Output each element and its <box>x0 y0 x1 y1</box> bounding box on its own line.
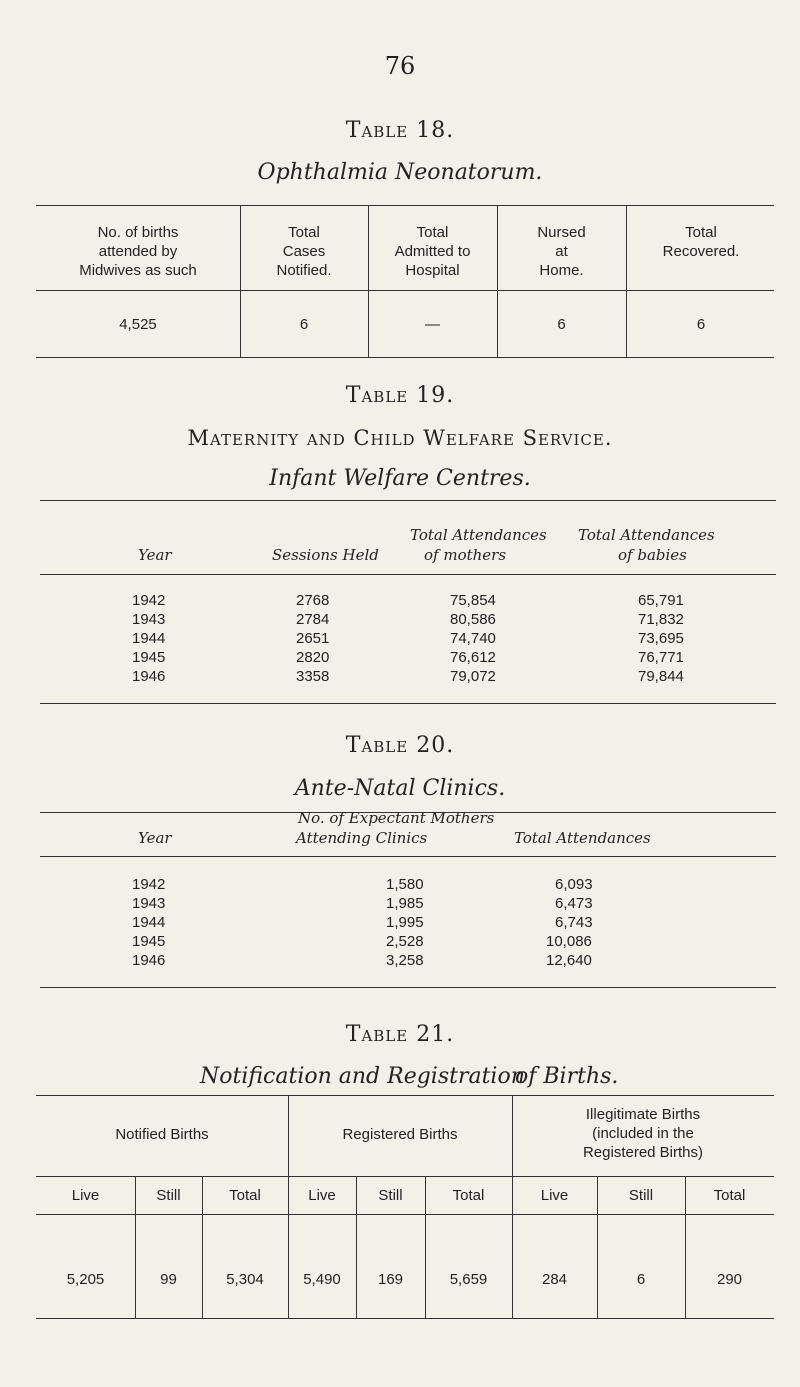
table19-header-babies-2: of babies <box>618 546 687 564</box>
table21-group-registered: Registered Births <box>342 1126 458 1143</box>
cell-year: 1943 <box>132 895 166 912</box>
table21-value: 5,304 <box>226 1271 264 1288</box>
cell-mothers: 76,612 <box>450 649 496 666</box>
cell-year: 1945 <box>132 649 166 666</box>
table19-header-rule <box>40 574 776 575</box>
cell-babies: 73,695 <box>638 630 684 647</box>
cell-mothers: 74,740 <box>450 630 496 647</box>
table21-subheader-live: Live <box>308 1187 336 1204</box>
cell-expectant: 2,528 <box>386 933 424 950</box>
cell-babies: 76,771 <box>638 649 684 666</box>
table18-subtitle: Ophthalmia Neonatorum. <box>257 160 543 185</box>
table21-subtitle-b: of Births. <box>515 1064 619 1089</box>
cell-expectant: 1,995 <box>386 914 424 931</box>
cell-sessions: 3358 <box>296 668 330 685</box>
table21-value: 5,205 <box>66 1271 105 1288</box>
header-line: Cases <box>282 243 326 260</box>
header-line: Admitted to <box>394 243 471 260</box>
table21-subheader-still: Still <box>378 1187 403 1204</box>
table18-value-hospital: — <box>425 316 440 333</box>
table21-subheader-live: Live <box>540 1187 569 1204</box>
table20-header-rule <box>40 856 776 857</box>
table18-title: Table 18. <box>345 118 455 143</box>
table20-header-year: Year <box>138 829 172 847</box>
header-line: Notified. <box>276 262 332 279</box>
cell-sessions: 2784 <box>296 611 330 628</box>
table18-header-recovered <box>626 223 776 261</box>
table19-title: Table 19. <box>345 383 455 408</box>
table21-subtitle-a: Notification and Registration <box>200 1064 525 1089</box>
cell-attendances: 6,473 <box>555 895 593 912</box>
header-line: Midwives as such <box>79 262 197 279</box>
cell-mothers: 79,072 <box>450 668 496 685</box>
cell-mothers: 75,854 <box>450 592 496 609</box>
table21-value: 6 <box>636 1271 646 1288</box>
table21-subheader-total: Total <box>229 1187 261 1204</box>
table21-value: 99 <box>160 1271 177 1288</box>
table21-header-rule <box>36 1214 774 1215</box>
table18-bottom-rule <box>36 357 774 358</box>
cell-sessions: 2651 <box>296 630 330 647</box>
header-line: Nursed <box>537 224 586 241</box>
table21-value: 5,490 <box>303 1271 341 1288</box>
cell-babies: 79,844 <box>638 668 684 685</box>
cell-year: 1945 <box>132 933 166 950</box>
cell-expectant: 3,258 <box>386 952 424 969</box>
table21-subheader-total: Total <box>713 1187 746 1204</box>
cell-attendances: 6,743 <box>555 914 593 931</box>
cell-babies: 71,832 <box>638 611 684 628</box>
table19-top-rule <box>40 500 776 501</box>
table18-top-rule <box>36 205 774 206</box>
table20-bottom-rule <box>40 987 776 988</box>
table20-header-attendances: Total Attendances <box>514 829 651 847</box>
cell-attendances: 10,086 <box>546 933 592 950</box>
cell-year: 1946 <box>132 952 166 969</box>
table18-value-births: 4,525 <box>119 316 157 333</box>
table18-value-home: 6 <box>557 316 566 333</box>
header-line: Home. <box>539 262 584 279</box>
cell-attendances: 6,093 <box>555 876 593 893</box>
cell-attendances: 12,640 <box>546 952 592 969</box>
table20-title: Table 20. <box>345 733 455 758</box>
header-line: Hospital <box>405 262 460 279</box>
table21-value: 284 <box>541 1271 568 1288</box>
table18-header-hospital <box>368 223 497 280</box>
table21-subheader-still: Still <box>156 1187 181 1204</box>
table19-main-title: Maternity and Child Welfare Service. <box>187 426 613 450</box>
header-line: No. of births <box>97 224 179 241</box>
table19-bottom-rule <box>40 703 776 704</box>
cell-babies: 65,791 <box>638 592 684 609</box>
table19-subtitle: Infant Welfare Centres. <box>269 466 531 491</box>
header-line: Recovered. <box>662 243 740 260</box>
header-line: Total <box>288 224 320 241</box>
cell-expectant: 1,985 <box>386 895 424 912</box>
page-number: 76 <box>384 52 416 80</box>
header-line: Registered Births) <box>582 1144 704 1161</box>
header-line: Total <box>685 224 717 241</box>
table21-value: 5,659 <box>449 1271 488 1288</box>
table18-header-notified <box>240 223 368 280</box>
table19-header-sessions: Sessions Held <box>272 546 379 564</box>
table18-header-births <box>36 223 240 280</box>
table21-subheader-live: Live <box>71 1187 100 1204</box>
table21-subheader-still: Still <box>628 1187 654 1204</box>
table21-bottom-rule <box>36 1318 774 1319</box>
header-line: Illegitimate Births <box>585 1106 701 1123</box>
table19-header-mothers-2: of mothers <box>424 546 507 564</box>
table18-value-notified: 6 <box>299 316 309 333</box>
cell-year: 1946 <box>132 668 166 685</box>
table20-header-expectant-2: Attending Clinics <box>296 829 428 847</box>
table19-header-year: Year <box>138 546 172 564</box>
table21-subheader-total: Total <box>452 1187 485 1204</box>
table21-group-illegitimate <box>512 1105 774 1162</box>
table19-header-babies-1: Total Attendances <box>578 526 715 544</box>
header-line: Total <box>416 224 449 241</box>
cell-sessions: 2820 <box>296 649 330 666</box>
header-line: attended by <box>98 243 178 260</box>
header-line: at <box>555 243 568 260</box>
cell-year: 1942 <box>132 592 166 609</box>
header-line: (included in the <box>592 1125 694 1142</box>
cell-mothers: 80,586 <box>450 611 496 628</box>
table21-group-rule <box>36 1176 774 1177</box>
table20-header-expectant-1: No. of Expectant Mothers <box>298 809 495 827</box>
table21-top-rule <box>36 1095 774 1096</box>
table19-header-mothers-1: Total Attendances <box>410 526 547 544</box>
table21-value: 169 <box>377 1271 404 1288</box>
table21-title: Table 21. <box>345 1022 455 1047</box>
cell-expectant: 1,580 <box>386 876 424 893</box>
table18-header-home <box>497 223 626 280</box>
table21-group-notified: Notified Births <box>115 1126 209 1143</box>
cell-year: 1944 <box>132 914 166 931</box>
table18-value-recovered: 6 <box>696 316 706 333</box>
table20-subtitle: Ante-Natal Clinics. <box>294 776 506 801</box>
cell-year: 1943 <box>132 611 166 628</box>
table21-value: 290 <box>716 1271 743 1288</box>
cell-year: 1944 <box>132 630 166 647</box>
table18-header-rule <box>36 290 774 291</box>
cell-sessions: 2768 <box>296 592 330 609</box>
cell-year: 1942 <box>132 876 166 893</box>
